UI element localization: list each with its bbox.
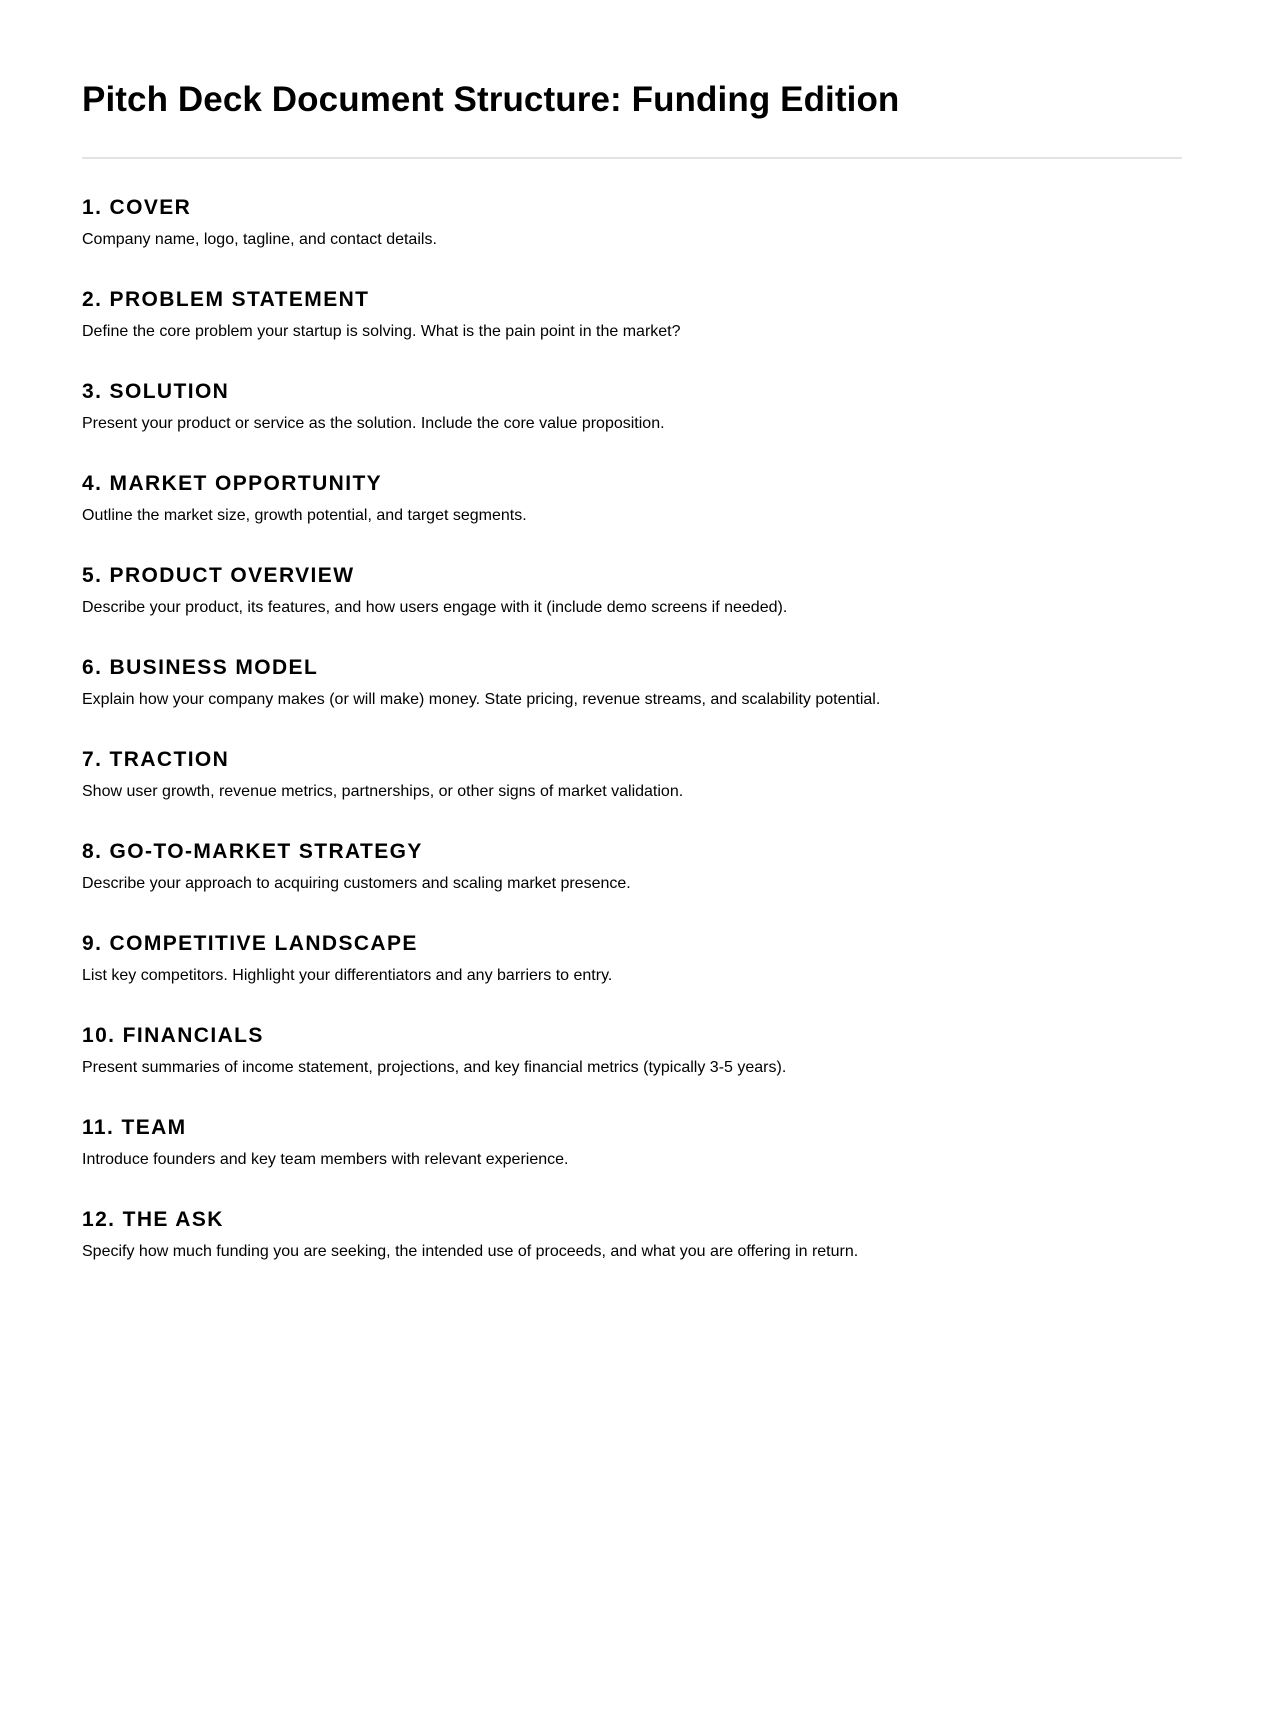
section-description: Outline the market size, growth potential, and target segments. — [82, 507, 527, 524]
section-heading: 4. MARKET OPPORTUNITY — [82, 472, 383, 495]
section-heading: 6. BUSINESS MODEL — [82, 656, 319, 679]
section-heading: 3. SOLUTION — [82, 380, 230, 403]
section-description: Show user growth, revenue metrics, partnerships, or other signs of market validation. — [82, 783, 684, 800]
section-heading: 8. GO-TO-MARKET STRATEGY — [82, 840, 423, 863]
section-traction — [82, 747, 1181, 839]
section-heading: 9. COMPETITIVE LANDSCAPE — [82, 932, 418, 955]
section-heading: 10. FINANCIALS — [82, 1024, 264, 1047]
section-the-ask — [82, 1207, 1181, 1299]
section-competitive-landscape — [82, 931, 1181, 1023]
section-team — [82, 1115, 1181, 1207]
section-market-opportunity — [82, 471, 1181, 563]
section-description: Describe your product, its features, and how users engage with it (include demo screens if needed). — [82, 599, 788, 616]
section-solution — [82, 379, 1181, 471]
section-heading: 12. THE ASK — [82, 1208, 224, 1231]
section-description: Specify how much funding you are seeking, the intended use of proceeds, and what you are offering in return. — [82, 1243, 859, 1260]
section-description: List key competitors. Highlight your differentiators and any barriers to entry. — [82, 967, 613, 984]
section-description: Present summaries of income statement, projections, and key financial metrics (typically 3-5 years). — [82, 1059, 787, 1076]
section-description: Introduce founders and key team members with relevant experience. — [82, 1151, 569, 1168]
title-divider — [82, 157, 1182, 159]
section-problem-statement — [82, 287, 1181, 379]
section-description: Present your product or service as the solution. Include the core value proposition. — [82, 415, 665, 432]
section-description: Company name, logo, tagline, and contact details. — [82, 231, 437, 248]
section-description: Define the core problem your startup is solving. What is the pain point in the market? — [82, 323, 681, 340]
section-heading: 7. TRACTION — [82, 748, 230, 771]
section-business-model — [82, 655, 1181, 747]
section-description: Explain how your company makes (or will make) money. State pricing, revenue streams, and scalability potential. — [82, 691, 881, 708]
page-title: Pitch Deck Document Structure: Funding Edition — [82, 80, 900, 119]
section-heading: 2. PROBLEM STATEMENT — [82, 288, 370, 311]
section-financials — [82, 1023, 1181, 1115]
section-list — [82, 195, 1181, 1299]
section-go-to-market-strategy — [82, 839, 1181, 931]
section-heading: 5. PRODUCT OVERVIEW — [82, 564, 355, 587]
section-cover — [82, 195, 1181, 287]
section-heading: 1. COVER — [82, 196, 192, 219]
section-product-overview — [82, 563, 1181, 655]
section-heading: 11. TEAM — [82, 1116, 187, 1139]
section-description: Describe your approach to acquiring customers and scaling market presence. — [82, 875, 631, 892]
